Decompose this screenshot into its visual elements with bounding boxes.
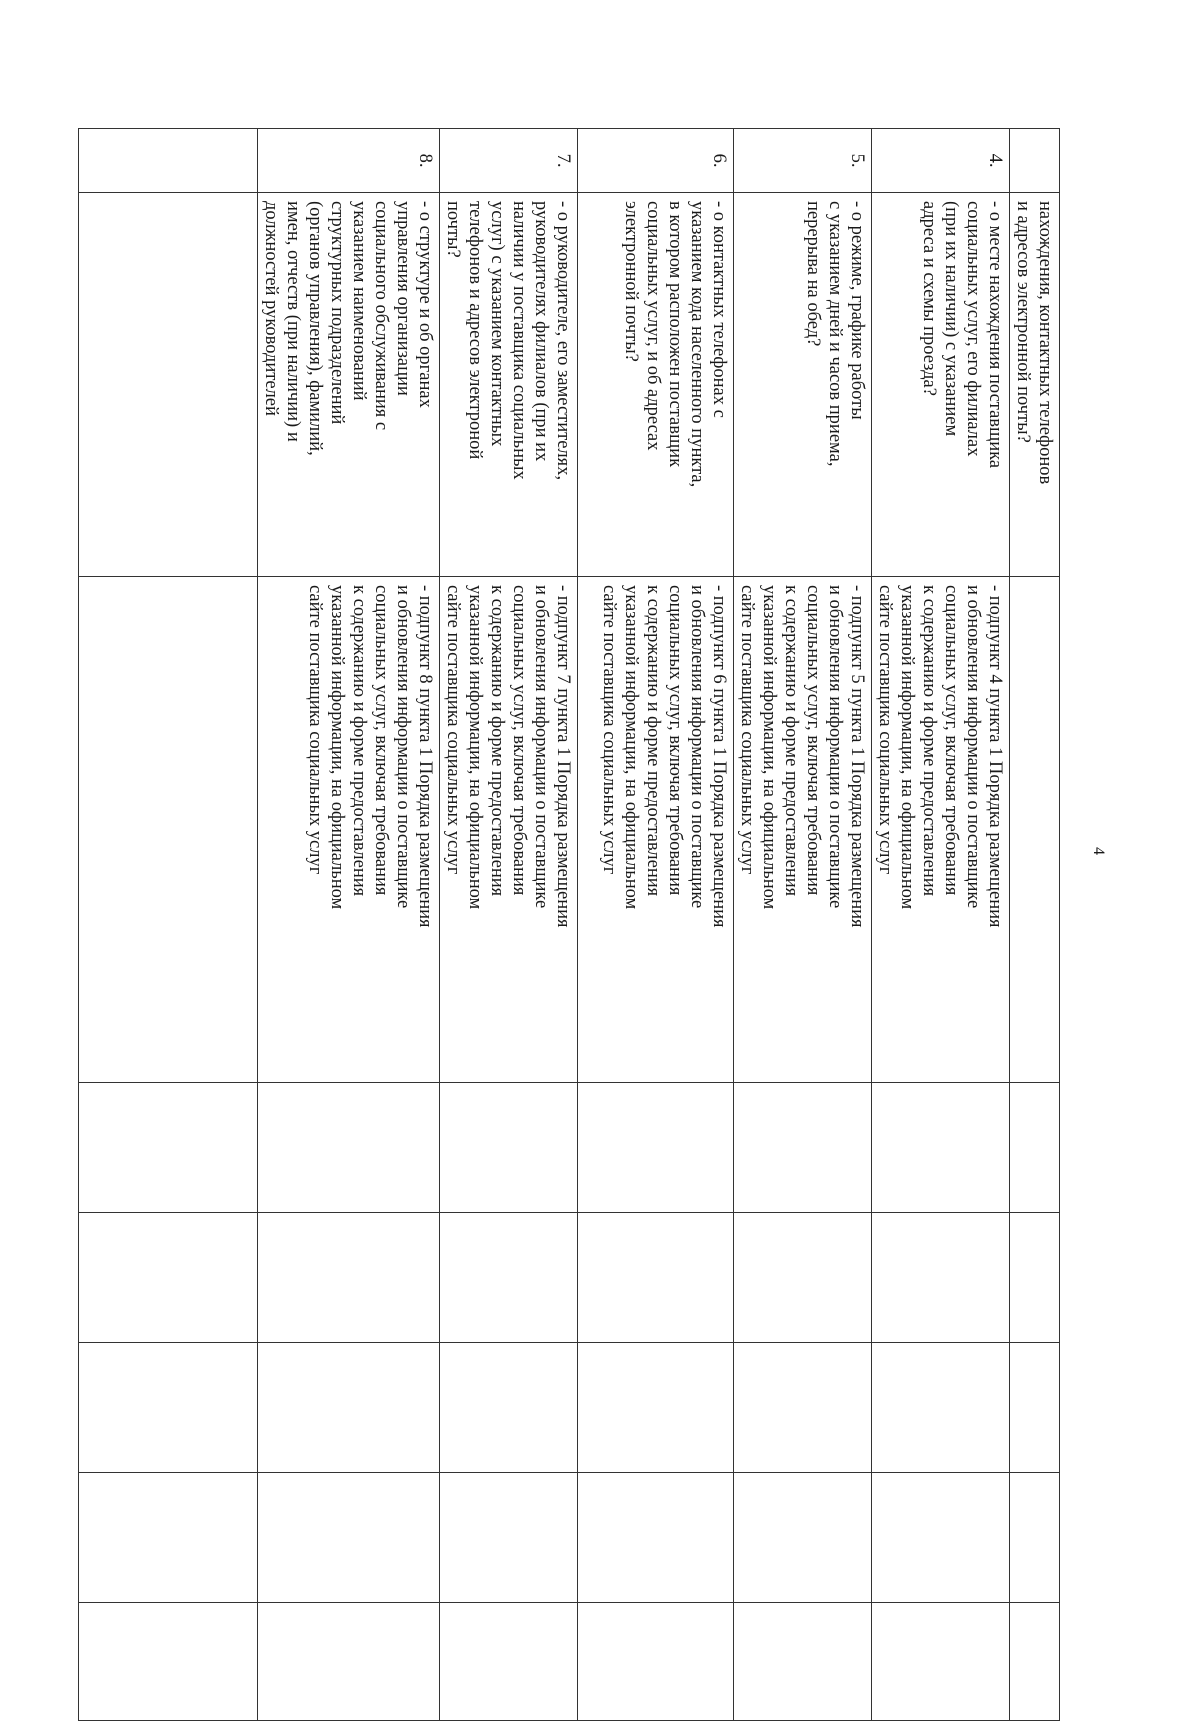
empty-cell xyxy=(578,1343,734,1473)
empty-cell xyxy=(258,1473,440,1603)
empty-cell xyxy=(734,1083,872,1213)
empty-cell xyxy=(79,129,258,193)
empty-cell xyxy=(440,1213,578,1343)
empty-cell xyxy=(872,1343,1010,1473)
empty-cell xyxy=(872,1603,1010,1721)
empty-cell xyxy=(578,1473,734,1603)
empty-cell xyxy=(1010,1213,1060,1343)
reference-cell: - подпункт 4 пункта 1 Порядка размещения и обновления информации о поставщике социальных услуг, включая требования к содержанию и форме предоставления указанной информации, на официальном сайте поставщика социальных услуг xyxy=(872,577,1010,1083)
reference-cell xyxy=(1010,577,1060,1083)
empty-cell xyxy=(258,1343,440,1473)
row-number: 4. xyxy=(872,129,1010,193)
empty-cell xyxy=(258,1213,440,1343)
empty-cell xyxy=(79,193,258,577)
table-row xyxy=(258,129,440,1721)
empty-cell xyxy=(79,1603,258,1721)
empty-cell xyxy=(79,577,258,1083)
empty-cell xyxy=(872,1473,1010,1603)
empty-cell xyxy=(1010,1473,1060,1603)
reference-cell: - подпункт 6 пункта 1 Порядка размещения и обновления информации о поставщике социальных услуг, включая требования к содержанию и форме предоставления указанной информации, на официальном сайте поставщика социальных услуг xyxy=(578,577,734,1083)
row-number: 8. xyxy=(258,129,440,193)
question-cell: - о контактных телефонах с указанием кода населенного пункта, в котором расположен поставщик социальных услуг, и об адресах электронной почты? xyxy=(578,193,734,577)
rotated-sheet xyxy=(78,128,1060,1720)
empty-cell xyxy=(440,1473,578,1603)
empty-cell xyxy=(1010,1083,1060,1213)
table-row xyxy=(440,129,578,1721)
reference-cell: - подпункт 7 пункта 1 Порядка размещения и обновления информации о поставщике социальных услуг, включая требования к содержанию и форме предоставления указанной информации, на официальном сайте поставщика социальных услуг xyxy=(440,577,578,1083)
row-number: 6. xyxy=(578,129,734,193)
empty-cell xyxy=(578,1083,734,1213)
empty-cell xyxy=(79,1343,258,1473)
empty-cell xyxy=(578,1603,734,1721)
row-number xyxy=(1010,129,1060,193)
empty-cell xyxy=(440,1603,578,1721)
empty-cell xyxy=(578,1213,734,1343)
empty-cell xyxy=(734,1343,872,1473)
empty-cell xyxy=(734,1603,872,1721)
empty-cell xyxy=(1010,1603,1060,1721)
empty-cell xyxy=(79,1213,258,1343)
reference-cell: - подпункт 5 пункта 1 Порядка размещения и обновления информации о поставщике социальных услуг, включая требования к содержанию и форме предоставления указанной информации, на официальном сайте поставщика социальных услуг xyxy=(734,577,872,1083)
empty-cell xyxy=(872,1083,1010,1213)
question-cell: - о режиме, графике работы с указанием дней и часов приема, перерыва на обед? xyxy=(734,193,872,577)
question-cell: - о руководителе, его заместителях, руководителях филиалов (при их наличии у поставщика социальных услуг) с указанием контактных телефонов и адресов электроной почты? xyxy=(440,193,578,577)
checklist-table xyxy=(78,128,1060,1721)
empty-cell xyxy=(79,1473,258,1603)
question-cell: - о месте нахождения поставщика социальных услуг, его филиалах (при их наличии) с указанием адреса и схемы проезда? xyxy=(872,193,1010,577)
table-row xyxy=(1010,129,1060,1721)
table-row xyxy=(872,129,1010,1721)
empty-cell xyxy=(872,1213,1010,1343)
page-number: 4 xyxy=(1090,847,1107,855)
empty-cell xyxy=(258,1083,440,1213)
empty-cell xyxy=(440,1083,578,1213)
empty-cell xyxy=(1010,1343,1060,1473)
table-row xyxy=(734,129,872,1721)
empty-cell xyxy=(734,1213,872,1343)
row-number: 5. xyxy=(734,129,872,193)
table-row xyxy=(578,129,734,1721)
empty-cell xyxy=(258,1603,440,1721)
empty-cell xyxy=(440,1343,578,1473)
row-number: 7. xyxy=(440,129,578,193)
empty-cell xyxy=(734,1473,872,1603)
question-cell: - о структуре и об органах управления организации социального обслуживания с указанием наименований структурных подразделений (органов управления), фамилий, имен, отчеств (при наличии) и должностей руководителей xyxy=(258,193,440,577)
question-cell: нахождения, контактных телефонов и адресов электронной почты? xyxy=(1010,193,1060,577)
reference-cell: - подпункт 8 пункта 1 Порядка размещения и обновления информации о поставщике социальных услуг, включая требования к содержанию и форме предоставления указанной информации, на официальном сайте поставщика социальных услуг xyxy=(258,577,440,1083)
table-row xyxy=(79,129,258,1721)
empty-cell xyxy=(79,1083,258,1213)
